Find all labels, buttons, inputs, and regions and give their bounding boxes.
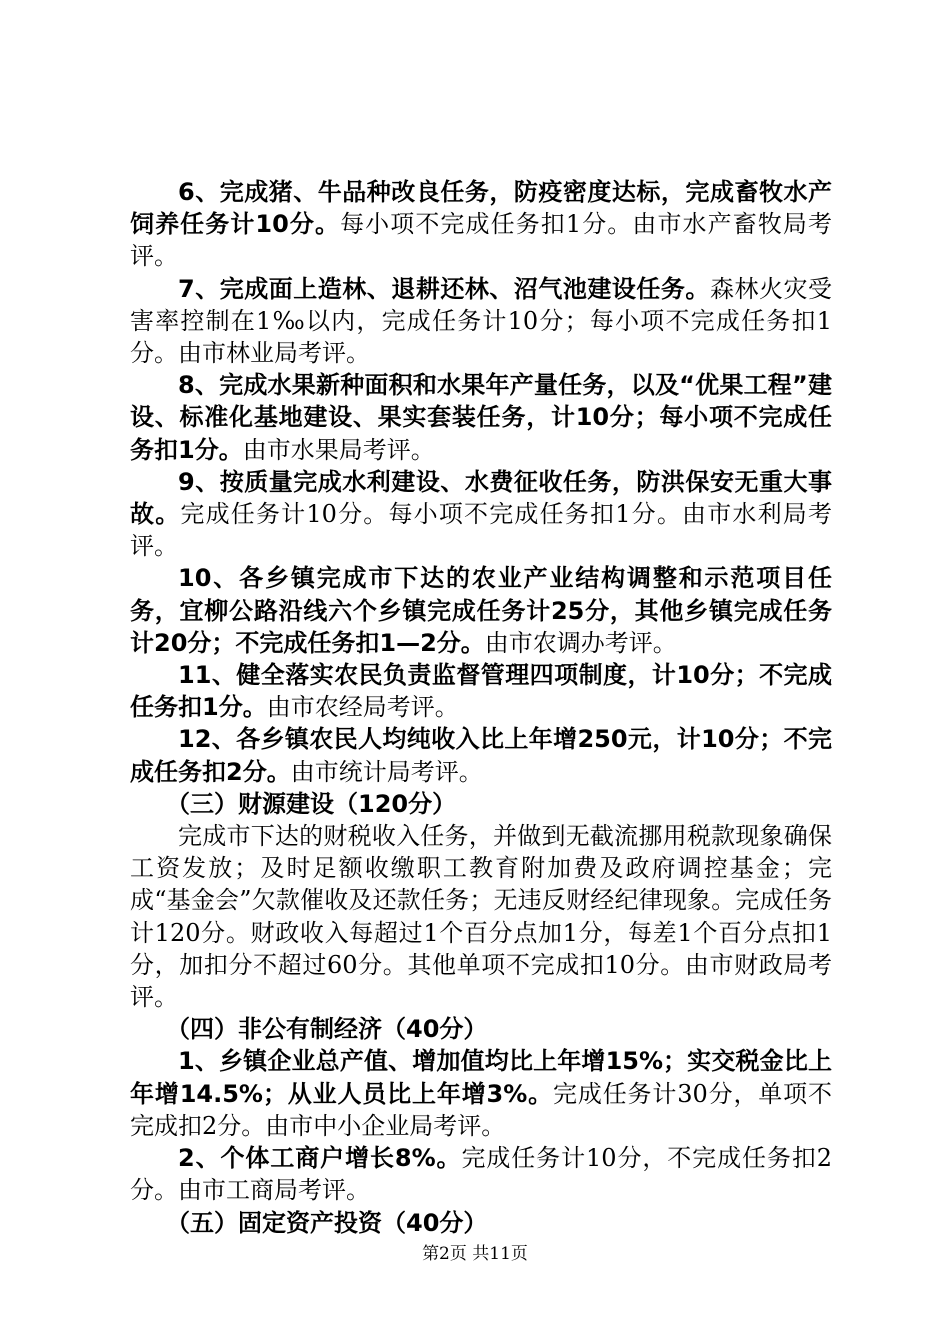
- section-heading-5-text: （五）固定资产投资（40分）: [166, 1208, 488, 1237]
- paragraph-8-text: 由市水果局考评。: [242, 435, 435, 464]
- paragraph-enterprise: [130, 1045, 832, 1142]
- paragraph-enterprise-bold: 1、乡镇企业总产值、增加值均比上年增15%；实交税金比上年增14.5%；从业人员比上年增3%。: [130, 1047, 832, 1108]
- section-heading-4: [130, 1013, 832, 1045]
- paragraph-7-text: 森林火灾受害率控制在1‰以内，完成任务计10分；每小项不完成任务扣1分。由市林业局考评。: [130, 274, 832, 368]
- paragraph-10: [130, 562, 832, 659]
- paragraph-6-bold: 6、完成猪、牛品种改良任务，防疫密度达标，完成畜牧水产饲养任务计10分。: [130, 178, 832, 239]
- paragraph-finance: [130, 820, 832, 1013]
- section-heading-5: [130, 1207, 832, 1239]
- paragraph-finance-text: 完成市下达的财税收入任务，并做到无截流挪用税款现象确保工资发放；及时足额收缴职工教育附加费及政府调控基金；完成“基金会”欠款催收及还款任务；无违反财经纪律现象。完成任务计120分。财政收入每超过1个百分点加1分，每差1个百分点扣1分，加扣分不超过60分。其他单项不完成扣10分。由市财政局考评。: [130, 822, 832, 1012]
- section-heading-3-text: （三）财源建设（120分）: [166, 789, 457, 818]
- paragraph-9-text: 完成任务计10分。每小项不完成任务扣1分。由市水利局考评。: [130, 500, 833, 561]
- section-heading-4-text: （四）非公有制经济（40分）: [166, 1015, 488, 1044]
- document-body: [130, 176, 832, 1239]
- paragraph-10-text: 由市农调办考评。: [484, 628, 677, 657]
- paragraph-11-bold: 11、健全落实农民负责监督管理四项制度，计10分；不完成任务扣1分。: [130, 661, 832, 722]
- paragraph-9-bold: 9、按质量完成水利建设、水费征收任务，防洪保安无重大事故。: [130, 467, 832, 529]
- paragraph-6-text: 每小项不完成任务扣1分。由市水产畜牧局考评。: [130, 210, 832, 271]
- paragraph-7: [130, 273, 832, 370]
- paragraph-12: [130, 723, 832, 787]
- page-footer: 第2页 共11页: [422, 1244, 528, 1264]
- paragraph-business-text: 完成任务计10分，不完成任务扣2分。由市工商局考评。: [130, 1144, 832, 1205]
- paragraph-10-bold: 10、各乡镇完成市下达的农业产业结构调整和示范项目任务，宜柳公路沿线六个乡镇完成任务计25分，其他乡镇完成任务计20分；不完成任务扣1—2分。: [130, 564, 832, 657]
- paragraph-7-bold: 7、完成面上造林、退耕还林、沼气池建设任务。: [178, 274, 710, 303]
- paragraph-enterprise-text: 完成任务计30分，单项不完成扣2分。由市中小企业局考评。: [130, 1079, 832, 1140]
- paragraph-11-text: 由市农经局考评。: [266, 693, 459, 722]
- paragraph-business-bold: 2、个体工商户增长8%。: [178, 1144, 462, 1173]
- paragraph-6: [130, 176, 832, 273]
- paragraph-11: [130, 659, 832, 723]
- paragraph-12-bold: 12、各乡镇农民人均纯收入比上年增250元，计10分；不完成任务扣2分。: [130, 725, 832, 786]
- paragraph-8-bold: 8、完成水果新种面积和水果年产量任务，以及“优果工程”建设、标准化基地建设、果实套装任务，计10分；每小项不完成任务扣1分。: [130, 371, 832, 464]
- paragraph-8: [130, 369, 832, 466]
- paragraph-12-text: 由市统计局考评。: [290, 757, 483, 786]
- paragraph-business: [130, 1142, 832, 1206]
- paragraph-9: [130, 466, 832, 563]
- section-heading-3: [130, 788, 832, 820]
